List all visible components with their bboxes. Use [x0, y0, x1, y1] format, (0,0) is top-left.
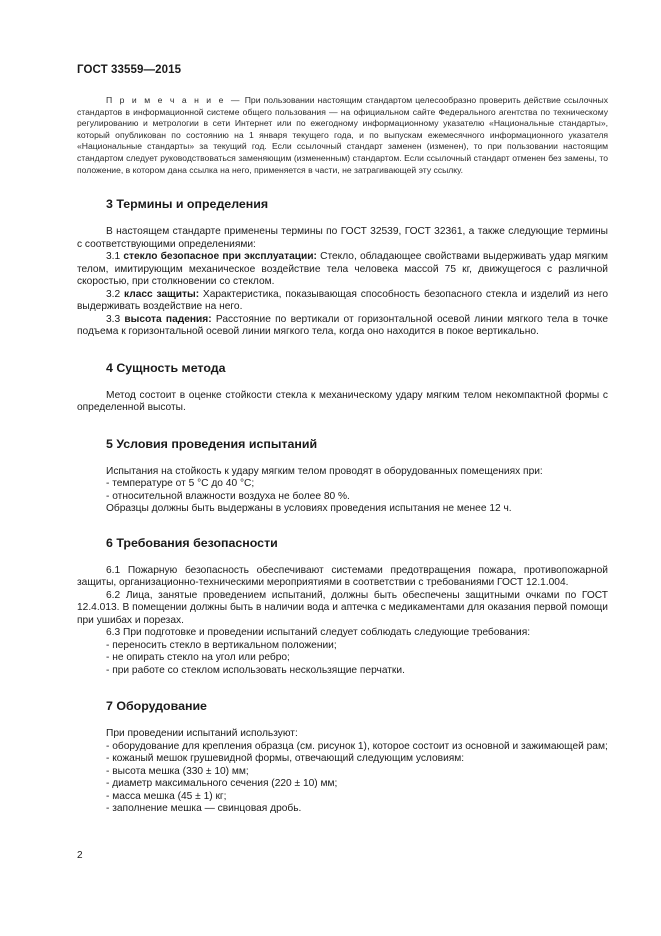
list-item: - температуре от 5 °С до 40 °С; [106, 478, 255, 490]
page-number: 2 [77, 850, 83, 861]
section-6-heading: 6 Требования безопасности [106, 535, 278, 550]
term-name: класс защиты: [124, 288, 200, 300]
term-number: 3.3 [106, 313, 125, 325]
section-3-intro: В настоящем стандарте применены термины по ГОСТ 32539, ГОСТ 32361, а также следующие термины с соответствующими определениями: [77, 226, 608, 250]
list-item: - масса мешка (45 ± 1) кг; [106, 790, 227, 802]
term-definition: Характеристика, показывающая способность безопасного стекла и изделий из него выдерживать воздействие на него. [77, 288, 608, 313]
clause-6-2: 6.2 Лица, занятые проведением испытаний, должны быть обеспечены защитными очками по ГОСТ 12.4.013. В помещении должны быть в наличии вода и аптечка с медикаментами для оказания первой помощи при ушибах и порезах. [77, 589, 608, 626]
section-5-intro: Испытания на стойкость к удару мягким телом проводят в оборудованных помещениях при: [106, 465, 543, 477]
term-number: 3.2 [106, 288, 125, 300]
section-4-text: Метод состоит в оценке стойкости стекла к механическому удару мягким телом некомпактной формы с определенной высоты. [77, 389, 608, 414]
document-header: ГОСТ 33559—2015 [77, 64, 182, 76]
list-item: - относительной влажности воздуха не более 80 %. [106, 490, 350, 502]
reference-note [77, 95, 608, 176]
list-item: - заполнение мешка — свинцовая дробь. [106, 803, 302, 815]
term-number: 3.1 [106, 251, 124, 263]
note-label: П р и м е ч а н и е — [106, 95, 242, 105]
page-content [77, 95, 608, 816]
list-item: - не опирать стекло на угол или ребро; [106, 652, 290, 664]
clause-6-1: 6.1 Пожарную безопасность обеспечивают системами предотвращения пожара, противопожарной защиты, организационно-техническими мероприятиями в соответствии с требованиями ГОСТ 12.1.004. [77, 564, 608, 589]
term-name: стекло безопасное при эксплуатации: [123, 251, 317, 263]
section-4-heading: 4 Сущность метода [106, 360, 226, 375]
term-name: высота падения: [124, 313, 212, 325]
list-item: - высота мешка (330 ± 10) мм; [106, 765, 249, 777]
list-item: - диаметр максимального сечения (220 ± 10) мм; [106, 778, 338, 790]
term-3-3 [77, 314, 608, 339]
section-7-intro: При проведении испытаний используют: [106, 728, 298, 740]
section-7-heading: 7 Оборудование [106, 699, 207, 714]
term-3-2 [77, 289, 608, 314]
list-item: - кожаный мешок грушевидной формы, отвечающий следующим условиям: [106, 753, 465, 765]
section-5-outro: Образцы должны быть выдержаны в условиях проведения испытания не менее 12 ч. [106, 503, 512, 515]
section-5-heading: 5 Условия проведения испытаний [106, 436, 318, 451]
note-text: При пользовании настоящим стандартом целесообразно проверить действие ссылочных стандартов в информационной системе общего пользования — на официальном сайте Федерального агентства по техническому регулированию и метрологии в сети Интернет или по ежегодному информационному указателю «Национальные стандарты», который опубликован по состоянию на 1 января текущего года, и по выпускам ежемесячного информационного указателя «Национальные стандарты» за текущий год. Если ссылочный стандарт заменен (изменен), то при пользовании настоящим стандартом следует руководствоваться заменяющим (измененным) стандартом. Если ссылочный стандарт отменен без замены, то положение, в котором дана ссылка на него, применяется в части, не затрагивающей эту ссылку. [77, 95, 608, 175]
term-3-1 [77, 251, 608, 289]
term-definition: Расстояние по вертикали от горизонтальной осевой линии мягкого тела в точке подъема к горизонтальной осевой линии мягкого тела, когда оно находится в покое вертикально. [77, 313, 608, 338]
list-item: - при работе со стеклом использовать нескользящие перчатки. [106, 664, 405, 676]
list-item: - оборудование для крепления образца (см. рисунок 1), которое состоит из основной и зажимающей рам; [106, 740, 608, 752]
term-definition: Стекло, обладающее свойствами выдерживать удар мягким телом, имитирующим механическое воздействие тела человека массой 75 кг, движущегося с различной скоростью, при столкновении со стеклом. [77, 251, 608, 288]
section-3-heading: 3 Термины и определения [106, 197, 269, 212]
clause-6-3: 6.3 При подготовке и проведении испытаний следует соблюдать следующие требования: [106, 627, 531, 639]
list-item: - переносить стекло в вертикальном положении; [106, 639, 337, 651]
